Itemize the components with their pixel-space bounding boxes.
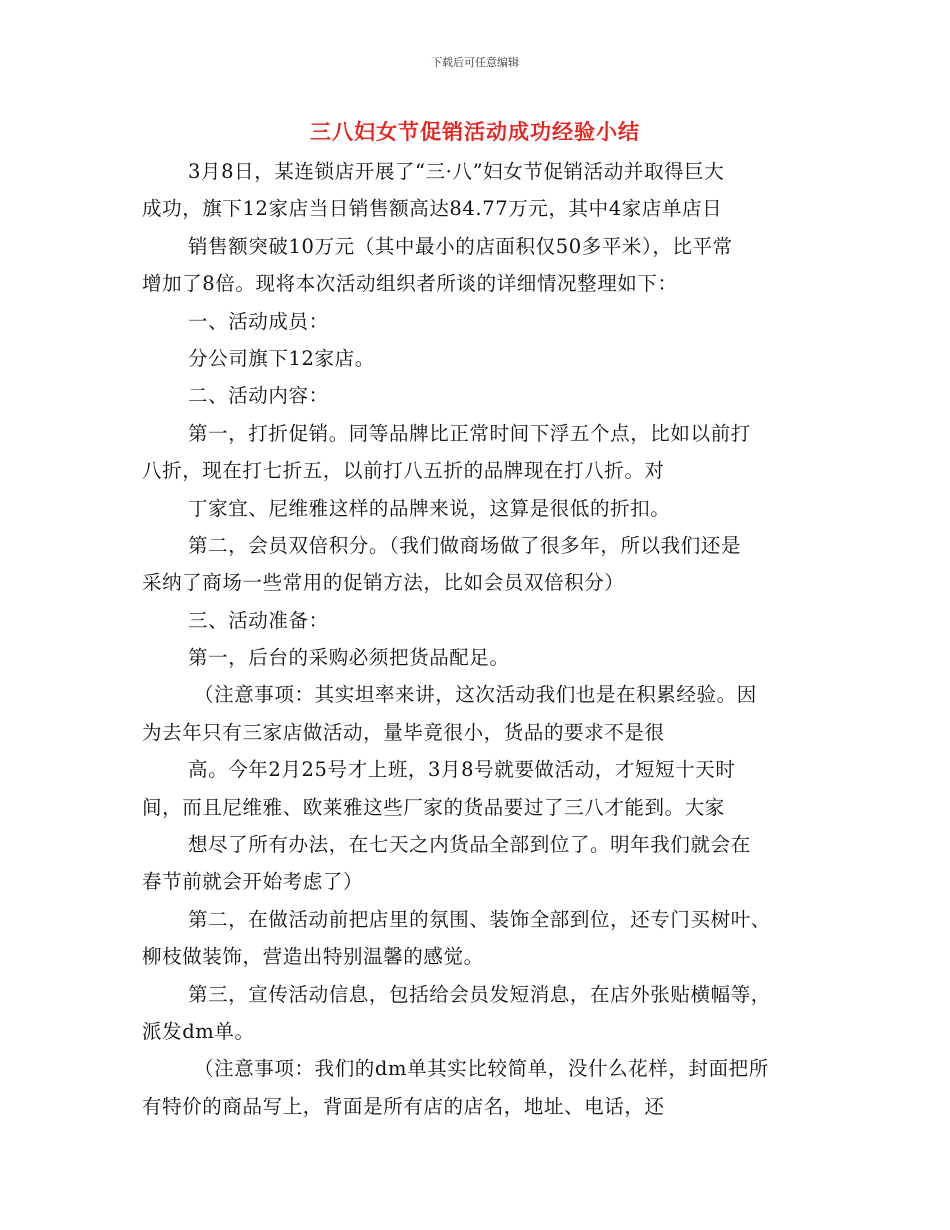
- section-heading: 一、活动成员：: [188, 309, 329, 333]
- paragraph-line: （注意事项：其实坦率来讲，这次活动我们也是在积累经验。因: [194, 683, 757, 707]
- document-body: [142, 153, 822, 1125]
- paragraph-line: 春节前就会开始考虑了）: [142, 870, 364, 894]
- section-heading: 二、活动内容：: [188, 384, 329, 408]
- paragraph-line: 第一，打折促销。同等品牌比正常时间下浮五个点，比如以前打: [188, 421, 751, 445]
- paragraph-line: 派发dm单。: [142, 1019, 255, 1043]
- paragraph-line: 想尽了所有办法，在七天之内货品全部到位了。明年我们就会在: [188, 833, 751, 857]
- document-title: 三八妇女节促销活动成功经验小结: [310, 120, 640, 144]
- paragraph-line: 成功，旗下12家店当日销售额高达84.77万元，其中4家店单店日: [142, 197, 723, 221]
- paragraph-line: 柳枝做装饰，营造出特别温馨的感觉。: [142, 945, 484, 969]
- section-heading: 三、活动准备：: [188, 608, 329, 632]
- paragraph-line: 分公司旗下12家店。: [188, 346, 375, 370]
- paragraph-line: 为去年只有三家店做活动，量毕竟很小，货品的要求不是很: [142, 720, 665, 744]
- paragraph-line: 高。今年2月25号才上班，3月8号就要做活动，才短短十天时: [188, 758, 736, 782]
- paragraph-line: 第二，会员双倍积分。（我们做商场做了很多年，所以我们还是: [188, 533, 742, 557]
- paragraph-line: 有特价的商品写上，背面是所有店的店名，地址、电话，还: [142, 1094, 665, 1118]
- paragraph-line: 第三，宣传活动信息，包括给会员发短消息，在店外张贴横幅等，: [188, 982, 771, 1006]
- paragraph-line: 八折，现在打七折五，以前打八五折的品牌现在打八折。对: [142, 459, 665, 483]
- paragraph-line: 3月8日，某连锁店开展了“三·八”妇女节促销活动并取得巨大: [188, 160, 725, 183]
- paragraph-line: （注意事项：我们的dm单其实比较简单，没什么花样，封面把所: [194, 1057, 769, 1081]
- paragraph-line: 采纳了商场一些常用的促销方法，比如会员双倍积分）: [142, 571, 625, 595]
- paragraph-line: 增加了8倍。现将本次活动组织者所谈的详细情况整理如下：: [142, 272, 678, 296]
- paragraph-line: 第一，后台的采购必须把货品配足。: [188, 646, 510, 670]
- paragraph-line: 间，而且尼维雅、欧莱雅这些厂家的货品要过了三八才能到。大家: [142, 795, 725, 819]
- paragraph-line: 销售额突破10万元（其中最小的店面积仅50多平米），比平常: [188, 234, 733, 258]
- paragraph-line: 第二，在做活动前把店里的氛围、装饰全部到位，还专门买树叶、: [188, 907, 771, 931]
- header-note: 下载后可任意编辑: [431, 56, 519, 69]
- paragraph-line: 丁家宜、尼维雅这样的品牌来说，这算是很低的折扣。: [188, 496, 671, 520]
